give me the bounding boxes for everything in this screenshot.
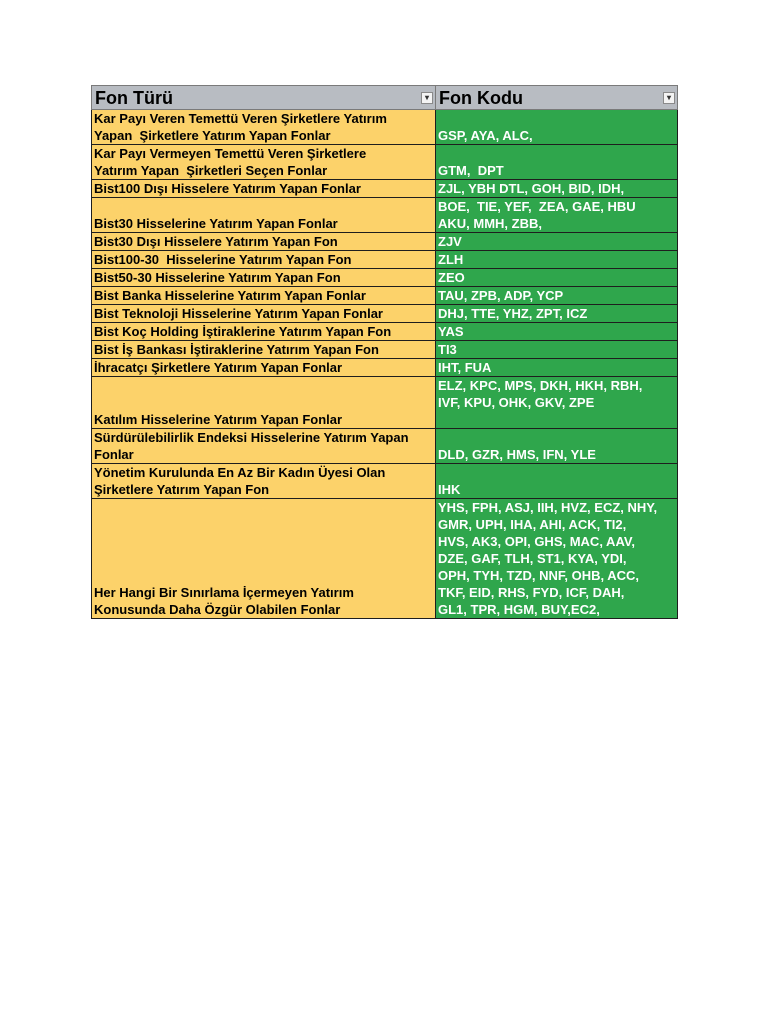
table-row <box>92 180 678 198</box>
fund-type-cell[interactable] <box>92 429 436 464</box>
table-row <box>92 305 678 323</box>
fund-code-text: GTM, DPT <box>438 163 504 178</box>
table-row <box>92 251 678 269</box>
fund-type-text: Kar Payı Vermeyen Temettü Veren Şirketlere Yatırım Yapan Şirketleri Seçen Fonlar <box>94 146 367 178</box>
table-row <box>92 145 678 180</box>
column-header-fund-type[interactable] <box>92 86 436 110</box>
fund-code-cell[interactable] <box>436 145 678 180</box>
fund-code-cell[interactable] <box>436 305 678 323</box>
fund-type-text: Bist İş Bankası İştiraklerine Yatırım Yapan Fon <box>94 342 379 357</box>
fund-code-text: ELZ, KPC, MPS, DKH, HKH, RBH, IVF, KPU, OHK, GKV, ZPE <box>438 378 643 410</box>
fund-type-cell[interactable] <box>92 251 436 269</box>
fund-code-cell[interactable] <box>436 323 678 341</box>
fund-code-cell[interactable] <box>436 287 678 305</box>
fund-code-cell[interactable] <box>436 110 678 145</box>
fund-code-cell[interactable] <box>436 180 678 198</box>
fund-code-text: TAU, ZPB, ADP, YCP <box>438 288 564 303</box>
fund-code-cell[interactable] <box>436 377 678 429</box>
fund-type-cell[interactable] <box>92 180 436 198</box>
fund-type-text: Bist100 Dışı Hisselere Yatırım Yapan Fonlar <box>94 181 361 196</box>
table-row <box>92 377 678 429</box>
fund-code-cell[interactable] <box>436 359 678 377</box>
fund-code-text: IHT, FUA <box>438 360 492 375</box>
table-row <box>92 429 678 464</box>
fund-code-cell[interactable] <box>436 233 678 251</box>
table-row <box>92 198 678 233</box>
fund-type-cell[interactable] <box>92 341 436 359</box>
fund-code-text: IHK <box>438 482 461 497</box>
fund-code-cell[interactable] <box>436 269 678 287</box>
fund-code-text: DHJ, TTE, YHZ, ZPT, ICZ <box>438 306 588 321</box>
fund-code-text: GSP, AYA, ALC, <box>438 128 533 143</box>
fund-type-text: Kar Payı Veren Temettü Veren Şirketlere Yatırım Yapan Şirketlere Yatırım Yapan Fonlar <box>94 111 387 143</box>
table-row <box>92 110 678 145</box>
column-header-fund-type-label: Fon Türü <box>95 87 173 108</box>
fund-code-text: ZJL, YBH DTL, GOH, BID, IDH, <box>438 181 625 196</box>
fund-type-cell[interactable] <box>92 323 436 341</box>
fund-type-text: Bist50-30 Hisselerine Yatırım Yapan Fon <box>94 270 341 285</box>
filter-dropdown-icon[interactable]: ▾ <box>421 92 433 104</box>
column-header-fund-code-label: Fon Kodu <box>439 87 523 108</box>
fund-type-cell[interactable] <box>92 269 436 287</box>
table-row <box>92 269 678 287</box>
fund-code-text: TI3 <box>438 342 457 357</box>
fund-type-cell[interactable] <box>92 110 436 145</box>
fund-type-cell[interactable] <box>92 287 436 305</box>
table-row <box>92 359 678 377</box>
fund-type-text: Katılım Hisselerine Yatırım Yapan Fonlar <box>94 412 343 427</box>
fund-code-cell[interactable] <box>436 464 678 499</box>
fund-code-text: BOE, TIE, YEF, ZEA, GAE, HBU AKU, MMH, ZBB, <box>438 199 636 231</box>
fund-type-cell[interactable] <box>92 233 436 251</box>
fund-type-cell[interactable] <box>92 305 436 323</box>
filter-dropdown-icon[interactable]: ▾ <box>663 92 675 104</box>
fund-code-text: DLD, GZR, HMS, IFN, YLE <box>438 447 596 462</box>
fund-type-text: Bist Koç Holding İştiraklerine Yatırım Yapan Fon <box>94 324 392 339</box>
fund-code-cell[interactable] <box>436 251 678 269</box>
fund-type-cell[interactable] <box>92 359 436 377</box>
table-row <box>92 287 678 305</box>
fund-code-cell[interactable] <box>436 341 678 359</box>
fund-code-cell[interactable] <box>436 429 678 464</box>
fund-code-cell[interactable] <box>436 499 678 619</box>
fund-type-text: Bist30 Hisselerine Yatırım Yapan Fonlar <box>94 216 338 231</box>
table-row <box>92 341 678 359</box>
fund-type-text: Yönetim Kurulunda En Az Bir Kadın Üyesi Olan Şirketlere Yatırım Yapan Fon <box>94 465 386 497</box>
fund-type-cell[interactable] <box>92 499 436 619</box>
fund-code-cell[interactable] <box>436 198 678 233</box>
table-row <box>92 323 678 341</box>
fund-type-cell[interactable] <box>92 198 436 233</box>
fund-table <box>91 85 678 619</box>
fund-type-cell[interactable] <box>92 377 436 429</box>
header-row <box>92 86 678 110</box>
fund-type-text: Bist30 Dışı Hisselere Yatırım Yapan Fon <box>94 234 338 249</box>
fund-code-text: YHS, FPH, ASJ, IIH, HVZ, ECZ, NHY, GMR, UPH, IHA, AHI, ACK, TI2, HVS, AK3, OPI, GHS, MAC, AAV, DZE, GAF, TLH, ST1, KYA, YDI, OPH, TYH, TZD, NNF, OHB, ACC, TKF, EID, RHS, FYD, ICF, DAH, GL1, TPR, HGM, BUY,EC2, <box>438 500 658 617</box>
fund-type-text: Sürdürülebilirlik Endeksi Hisselerine Yatırım Yapan Fonlar <box>94 430 409 462</box>
fund-type-text: Bist Banka Hisselerine Yatırım Yapan Fonlar <box>94 288 366 303</box>
column-header-fund-code[interactable] <box>436 86 678 110</box>
fund-type-text: Bist100-30 Hisselerine Yatırım Yapan Fon <box>94 252 352 267</box>
fund-code-text: ZLH <box>438 252 464 267</box>
fund-type-text: İhracatçı Şirketlere Yatırım Yapan Fonlar <box>94 360 343 375</box>
fund-code-text: ZEO <box>438 270 465 285</box>
table-row <box>92 233 678 251</box>
table-row <box>92 499 678 619</box>
fund-type-cell[interactable] <box>92 145 436 180</box>
fund-type-text: Bist Teknoloji Hisselerine Yatırım Yapan Fonlar <box>94 306 383 321</box>
fund-code-text: ZJV <box>438 234 462 249</box>
fund-type-text: Her Hangi Bir Sınırlama İçermeyen Yatırım Konusunda Daha Özgür Olabilen Fonlar <box>94 585 354 617</box>
table-row <box>92 464 678 499</box>
fund-code-text: YAS <box>438 324 464 339</box>
fund-type-cell[interactable] <box>92 464 436 499</box>
